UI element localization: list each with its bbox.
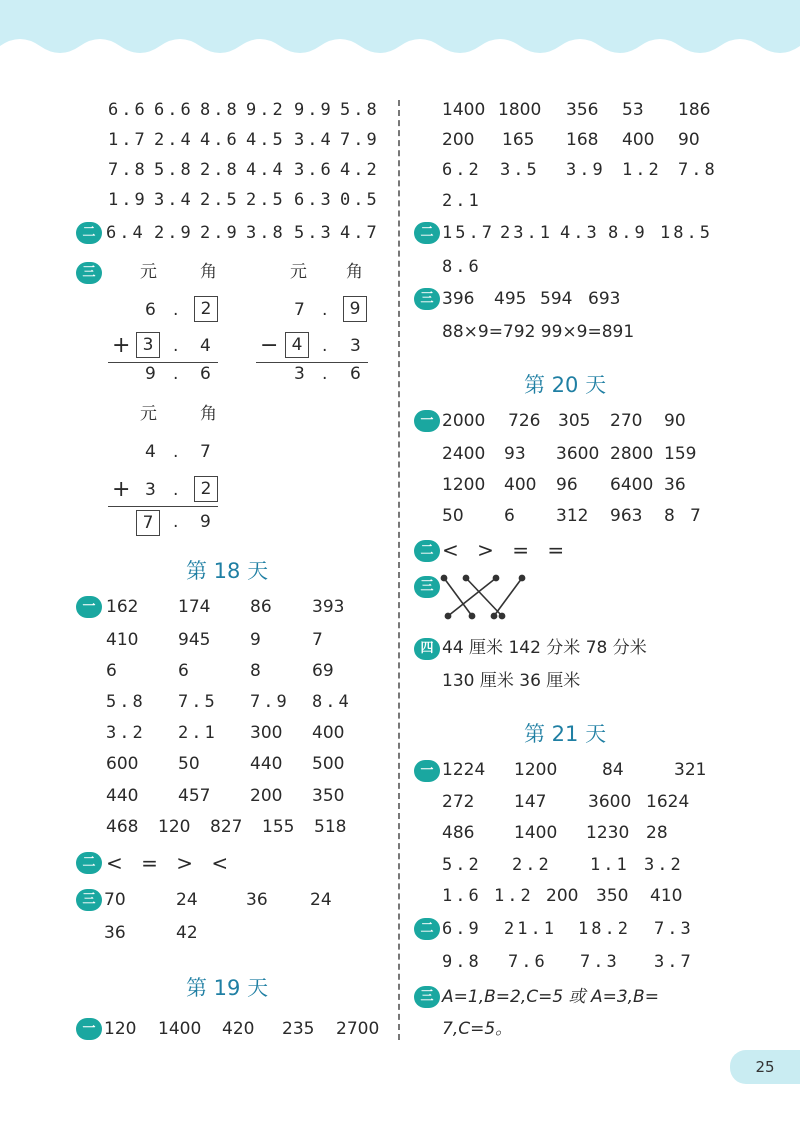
grid-cell: 0.5 [340,190,380,210]
yuan-label: 元 [140,262,157,282]
answer-value: 7.6 [508,952,548,972]
answer-value: 457 [178,786,211,806]
section-badge: 二 [76,222,102,244]
answer-value: 518 [314,817,347,837]
answer-value: 6.4 [106,223,146,243]
equation-answer: 7,C=5。 [442,1019,513,1039]
answer-value: 8 [664,506,675,526]
answer-value: 7.9 [250,692,290,712]
grid-cell: 2.4 [154,130,194,150]
operator: + [112,477,131,502]
answer-value: 393 [312,597,345,617]
answer-value: 3.5 [500,160,540,180]
answer-value: 468 [106,817,139,837]
answer-value: 6 [106,661,117,681]
digit: 4 [200,336,211,356]
answer-value: 5.3 [294,223,334,243]
page-number: 25 [730,1050,800,1084]
section-badge: 一 [414,760,440,782]
answer-value: 5.2 [442,855,482,875]
answer-value: 159 [664,444,697,464]
answer-value: 1.2 [622,160,662,180]
column-divider [398,100,400,1040]
answer-value: 2.9 [200,223,240,243]
answer-value: 50 [178,754,200,774]
answer-value: 1400 [514,823,558,843]
decimal-point: . [173,336,179,356]
answer-value: 165 [502,130,535,150]
operator: + [112,333,131,358]
answer-value: 693 [588,289,621,309]
comparison-answers: < > = = [442,538,571,562]
answer-value: 2400 [442,444,486,464]
section-badge: 一 [76,596,102,618]
answer-value: 21.1 [504,919,557,939]
measurement-answers: 44 厘米 142 分米 78 分米 [442,638,647,658]
jiao-label: 角 [346,262,363,282]
section-badge: 一 [76,1018,102,1040]
section-badge: 二 [76,852,102,874]
header-wave-decoration [0,0,800,72]
sum-line [108,506,218,507]
digit: 9 [200,512,211,532]
grid-cell: 2.5 [200,190,240,210]
yuan-label: 元 [140,404,157,424]
answer-value: 305 [558,411,591,431]
measurement-answers: 130 厘米 36 厘米 [442,671,581,691]
answer-value: 350 [596,886,629,906]
answer-value: 2800 [610,444,654,464]
answer-value: 350 [312,786,345,806]
answer-value: 4.7 [340,223,380,243]
answer-value: 7.3 [654,919,694,939]
decimal-point: . [173,300,179,320]
answer-value: 2.1 [442,191,482,211]
digit: 7 [294,300,305,320]
answer-value: 486 [442,823,475,843]
answer-value: 90 [678,130,700,150]
answer-value: 2.1 [178,723,218,743]
grid-cell: 2.5 [246,190,286,210]
answer-value: 86 [250,597,272,617]
answer-value: 70 [104,890,126,910]
section-badge: 二 [414,540,440,562]
answer-value: 495 [494,289,527,309]
answer-value: 8 [250,661,261,681]
digit: 3 [294,364,305,384]
answer-value: 93 [504,444,526,464]
day-21-title: 第 21 天 [524,722,607,746]
answer-value: 69 [312,661,334,681]
answer-value: 440 [106,786,139,806]
decimal-point: . [322,300,328,320]
day-20-title: 第 20 天 [524,373,607,397]
answer-value: 6 [504,506,515,526]
grid-cell: 7.8 [108,160,148,180]
decimal-point: . [173,364,179,384]
answer-box: 3 [136,332,160,358]
answer-value: 24 [176,890,198,910]
answer-value: 1.2 [494,886,534,906]
answer-value: 321 [674,760,707,780]
answer-value: 2000 [442,411,486,431]
grid-cell: 3.4 [294,130,334,150]
answer-value: 23.1 [500,223,553,243]
grid-cell: 8.8 [200,100,240,120]
answer-value: 120 [158,817,191,837]
answer-value: 155 [262,817,295,837]
answer-box: 2 [194,296,218,322]
answer-value: 1.6 [442,886,482,906]
answer-value: 963 [610,506,643,526]
answer-value: 1230 [586,823,630,843]
answer-value: 3.2 [106,723,146,743]
grid-cell: 4.5 [246,130,286,150]
multiplication-answers: 88×9=792 99×9=891 [442,322,635,342]
answer-value: 3.9 [566,160,606,180]
grid-cell: 2.8 [200,160,240,180]
answer-box: 9 [343,296,367,322]
decimal-point: . [173,512,179,532]
answer-value: 6400 [610,475,654,495]
answer-value: 36 [664,475,686,495]
digit: 3 [145,480,156,500]
grid-cell: 1.7 [108,130,148,150]
grid-cell: 3.6 [294,160,334,180]
answer-value: 24 [310,890,332,910]
grid-cell: 4.6 [200,130,240,150]
jiao-label: 角 [200,404,217,424]
answer-value: 15.7 [442,223,495,243]
comparison-answers: < = > < [106,851,235,875]
yuan-label: 元 [290,262,307,282]
jiao-label: 角 [200,262,217,282]
answer-value: 396 [442,289,475,309]
answer-value: 200 [442,130,475,150]
answer-value: 3.8 [246,223,286,243]
grid-cell: 9.9 [294,100,334,120]
decimal-point: . [173,480,179,500]
answer-value: 90 [664,411,686,431]
day-19-title: 第 19 天 [186,976,269,1000]
answer-value: 96 [556,475,578,495]
answer-value: 1400 [158,1019,202,1039]
answer-value: 6.2 [442,160,482,180]
answer-value: 9.8 [442,952,482,972]
grid-cell: 9.2 [246,100,286,120]
section-badge: 三 [76,262,102,284]
grid-cell: 6.6 [154,100,194,120]
decimal-point: . [173,442,179,462]
answer-value: 400 [504,475,537,495]
answer-value: 410 [650,886,683,906]
answer-value: 7 [690,506,701,526]
answer-value: 3.2 [644,855,684,875]
answer-value: 42 [176,923,198,943]
answer-value: 174 [178,597,211,617]
section-badge: 三 [414,288,440,310]
answer-value: 945 [178,630,211,650]
answer-value: 272 [442,792,475,812]
answer-value: 8.9 [608,223,648,243]
answer-value: 18.2 [578,919,631,939]
digit: 6 [145,300,156,320]
section-badge: 三 [414,986,440,1008]
grid-cell: 1.9 [108,190,148,210]
answer-value: 1200 [514,760,558,780]
answer-value: 2700 [336,1019,380,1039]
answer-value: 4.3 [560,223,600,243]
operator: − [260,333,279,358]
answer-value: 6 [178,661,189,681]
section-badge: 一 [414,410,440,432]
answer-value: 84 [602,760,624,780]
digit: 3 [350,336,361,356]
answer-value: 440 [250,754,283,774]
answer-value: 3.7 [654,952,694,972]
answer-value: 1400 [442,100,486,120]
answer-value: 420 [222,1019,255,1039]
grid-cell: 7.9 [340,130,380,150]
answer-value: 235 [282,1019,315,1039]
answer-value: 7.5 [178,692,218,712]
digit: 6 [200,364,211,384]
answer-value: 36 [246,890,268,910]
answer-value: 2.2 [512,855,552,875]
answer-value: 8.4 [312,692,352,712]
answer-value: 3600 [556,444,600,464]
digit: 7 [200,442,211,462]
answer-value: 1.1 [590,855,630,875]
equation-answer: A=1,B=2,C=5 或 A=3,B= [442,987,659,1007]
matching-lines-diagram [436,570,532,622]
section-badge: 四 [414,638,440,660]
answer-value: 7 [312,630,323,650]
answer-value: 1224 [442,760,486,780]
answer-value: 1624 [646,792,690,812]
answer-value: 726 [508,411,541,431]
answer-value: 827 [210,817,243,837]
answer-value: 18.5 [660,223,713,243]
answer-value: 168 [566,130,599,150]
answer-value: 1800 [498,100,542,120]
decimal-point: . [322,336,328,356]
answer-box: 4 [285,332,309,358]
answer-value: 300 [250,723,283,743]
answer-value: 186 [678,100,711,120]
answer-value: 147 [514,792,547,812]
decimal-point: . [322,364,328,384]
answer-value: 594 [540,289,573,309]
day-18-title: 第 18 天 [186,559,269,583]
grid-cell: 5.8 [340,100,380,120]
grid-cell: 5.8 [154,160,194,180]
answer-value: 600 [106,754,139,774]
section-badge: 二 [414,918,440,940]
answer-value: 5.8 [106,692,146,712]
grid-cell: 6.3 [294,190,334,210]
answer-value: 28 [646,823,668,843]
answer-value: 410 [106,630,139,650]
answer-value: 7.8 [678,160,718,180]
grid-cell: 6.6 [108,100,148,120]
answer-box: 7 [136,510,160,536]
answer-value: 400 [622,130,655,150]
answer-value: 36 [104,923,126,943]
answer-value: 1200 [442,475,486,495]
answer-value: 53 [622,100,644,120]
answer-value: 200 [250,786,283,806]
answer-value: 270 [610,411,643,431]
section-badge: 二 [414,222,440,244]
section-badge: 三 [414,576,440,598]
answer-value: 7.3 [580,952,620,972]
answer-value: 8.6 [442,257,482,277]
digit: 9 [145,364,156,384]
grid-cell: 3.4 [154,190,194,210]
answer-value: 6.9 [442,919,482,939]
answer-value: 356 [566,100,599,120]
answer-value: 2.9 [154,223,194,243]
grid-cell: 4.2 [340,160,380,180]
grid-cell: 4.4 [246,160,286,180]
answer-value: 312 [556,506,589,526]
answer-value: 500 [312,754,345,774]
digit: 4 [145,442,156,462]
answer-value: 400 [312,723,345,743]
digit: 6 [350,364,361,384]
answer-value: 200 [546,886,579,906]
answer-value: 50 [442,506,464,526]
answer-value: 3600 [588,792,632,812]
section-badge: 三 [76,889,102,911]
answer-value: 120 [104,1019,137,1039]
answer-value: 9 [250,630,261,650]
answer-value: 162 [106,597,139,617]
answer-box: 2 [194,476,218,502]
